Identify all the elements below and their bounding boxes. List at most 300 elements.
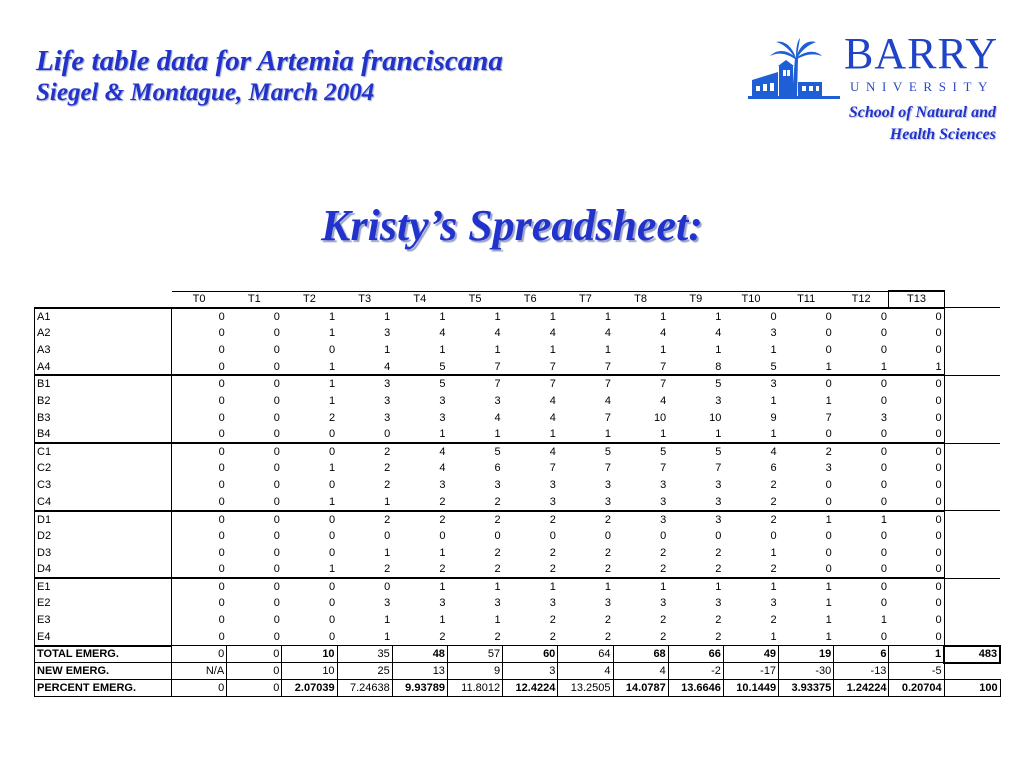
column-header: T2	[282, 291, 337, 308]
data-cell: 1	[384, 495, 391, 508]
palm-building-icon	[748, 36, 844, 100]
row-label: C4	[35, 494, 172, 511]
data-cell: 0	[889, 578, 944, 595]
empty-cell	[944, 426, 1000, 443]
table-header-row	[35, 291, 1001, 308]
column-header: T11	[779, 291, 834, 308]
summary-cell: 3	[503, 663, 558, 680]
summary-cell: 4	[613, 663, 668, 680]
data-cell: 0	[880, 462, 887, 475]
school-line-2: Health Sciences	[889, 126, 996, 143]
data-cell: 0	[273, 411, 280, 424]
data-cell: 0	[889, 544, 944, 561]
empty-cell	[944, 663, 1000, 680]
data-cell: 0	[328, 597, 336, 610]
data-cell: 7	[604, 411, 611, 424]
data-cell: 4	[549, 327, 556, 340]
data-cell: 3	[384, 597, 391, 610]
data-cell: 2	[715, 546, 722, 559]
data-cell: 0	[834, 375, 889, 392]
data-cell: 2	[549, 614, 556, 627]
data-cell: 0	[328, 529, 336, 542]
table-row	[35, 527, 1001, 544]
summary-cell: 0	[227, 663, 282, 680]
data-cell: 7	[503, 375, 558, 392]
data-cell: 3	[660, 597, 667, 610]
data-cell: 0	[889, 443, 944, 460]
empty-cell	[944, 494, 1000, 511]
title-block	[36, 44, 503, 108]
data-cell: 1	[384, 344, 391, 357]
data-cell: 1	[558, 308, 613, 325]
data-cell: 0	[172, 308, 227, 325]
data-cell: 2	[660, 631, 667, 643]
data-cell: 0	[172, 375, 227, 392]
summary-row	[35, 663, 1001, 680]
summary-cell: 0	[172, 646, 227, 663]
data-cell: 1	[770, 428, 777, 441]
data-cell: 7	[558, 375, 613, 392]
data-cell: 3	[715, 394, 722, 407]
data-cell: 6	[494, 462, 501, 475]
data-cell: 1	[392, 308, 447, 325]
life-table	[34, 290, 1001, 697]
data-cell: 1	[779, 511, 834, 528]
data-cell: 0	[218, 462, 225, 475]
data-cell: 0	[889, 460, 944, 477]
data-cell: 0	[880, 394, 887, 407]
data-cell: 0	[439, 529, 446, 542]
data-cell: 1	[392, 578, 447, 595]
summary-cell: -13	[834, 663, 889, 680]
data-cell: 3	[880, 411, 887, 424]
data-cell: 1	[825, 360, 832, 373]
data-cell: 0	[218, 428, 225, 441]
data-cell: 3	[604, 495, 611, 508]
data-cell: 9	[770, 411, 777, 424]
data-cell: 0	[549, 529, 556, 542]
data-cell: 4	[604, 394, 611, 407]
summary-cell: 7.24638	[337, 679, 392, 696]
data-cell: 10	[709, 411, 722, 424]
data-cell: 0	[273, 614, 280, 627]
summary-row	[35, 679, 1001, 696]
column-header: T3	[337, 291, 392, 308]
data-cell: 1	[880, 614, 887, 627]
data-cell: 2	[447, 511, 502, 528]
data-cell: 2	[549, 563, 556, 576]
data-cell: 1	[384, 614, 391, 627]
data-cell: 3	[384, 394, 391, 407]
row-label: B1	[35, 375, 172, 392]
empty-cell	[944, 325, 1000, 342]
row-label: E1	[35, 578, 172, 595]
data-cell: 0	[880, 495, 887, 508]
data-cell: 2	[558, 511, 613, 528]
data-cell: 2	[604, 631, 611, 643]
data-cell: 2	[494, 631, 501, 643]
data-cell: 0	[227, 308, 282, 325]
data-cell: 0	[825, 546, 832, 559]
university-logo	[748, 29, 1010, 102]
data-cell: 1	[328, 360, 336, 373]
data-cell: 0	[172, 443, 227, 460]
data-cell: 0	[889, 612, 944, 629]
table-row	[35, 342, 1001, 359]
data-cell: 6	[770, 462, 777, 475]
data-cell: 1	[328, 495, 336, 508]
data-cell: 1	[328, 394, 336, 407]
data-cell: 2	[604, 563, 611, 576]
data-cell: 0	[825, 495, 832, 508]
row-label: C2	[35, 460, 172, 477]
data-cell: 0	[889, 325, 944, 342]
table-row	[35, 494, 1001, 511]
data-cell: 0	[273, 360, 280, 373]
table-row	[35, 477, 1001, 494]
data-cell: 0	[889, 511, 944, 528]
data-cell: 1	[723, 578, 778, 595]
data-cell: 1	[549, 428, 556, 441]
summary-cell: 1	[889, 646, 944, 663]
data-cell: 3	[337, 375, 392, 392]
data-cell: 0	[273, 344, 280, 357]
data-cell: 2	[770, 614, 777, 627]
data-cell: 1	[447, 578, 502, 595]
data-cell: 0	[880, 597, 887, 610]
data-cell: 5	[668, 443, 723, 460]
data-cell: 1	[660, 428, 667, 441]
data-cell: 5	[613, 443, 668, 460]
data-cell: 2	[715, 614, 722, 627]
data-cell: 3	[439, 411, 446, 424]
data-cell: 5	[770, 360, 777, 373]
data-cell: 2	[337, 443, 392, 460]
table-row	[35, 595, 1001, 612]
data-cell: 2	[494, 563, 501, 576]
summary-cell: 10	[282, 663, 337, 680]
table-row	[35, 460, 1001, 477]
data-cell: 2	[384, 479, 391, 492]
data-cell: 2	[494, 546, 501, 559]
data-cell: 7	[613, 375, 668, 392]
data-cell: 1	[282, 375, 337, 392]
data-cell: 1	[613, 578, 668, 595]
data-cell: 3	[825, 462, 832, 475]
data-cell: 2	[715, 563, 722, 576]
empty-cell	[944, 612, 1000, 629]
summary-cell: 13.6646	[668, 679, 723, 696]
summary-label: TOTAL EMERG.	[35, 646, 172, 663]
data-cell: 1	[668, 578, 723, 595]
data-cell: 3	[660, 495, 667, 508]
data-cell: 2	[604, 614, 611, 627]
data-cell: 0	[218, 360, 225, 373]
data-cell: 3	[384, 327, 391, 340]
logo-university-text: UNIVERSITY	[850, 79, 994, 94]
data-cell: 3	[668, 511, 723, 528]
data-cell: 0	[715, 529, 722, 542]
data-cell: 1	[880, 360, 887, 373]
data-cell: 1	[889, 359, 944, 376]
data-cell: 3	[439, 479, 446, 492]
data-cell: 1	[825, 631, 832, 643]
data-cell: 1	[328, 327, 336, 340]
data-cell: 2	[660, 563, 667, 576]
data-cell: 1	[282, 308, 337, 325]
data-cell: 4	[392, 443, 447, 460]
data-cell: 0	[825, 563, 832, 576]
data-cell: 2	[328, 411, 336, 424]
data-cell: 0	[273, 529, 280, 542]
data-cell: 0	[273, 428, 280, 441]
data-cell: 1	[825, 597, 832, 610]
data-cell: 3	[494, 394, 501, 407]
table-row	[35, 359, 1001, 376]
row-label: C1	[35, 443, 172, 460]
data-cell: 0	[889, 426, 944, 443]
data-cell: 0	[282, 511, 337, 528]
empty-cell	[944, 308, 1000, 325]
data-cell: 0	[218, 631, 225, 643]
summary-cell: 1.24224	[834, 679, 889, 696]
data-cell: 0	[218, 563, 225, 576]
data-cell: 0	[172, 511, 227, 528]
data-cell: 1	[439, 614, 446, 627]
summary-cell: 10.1449	[723, 679, 778, 696]
data-cell: 0	[328, 479, 336, 492]
summary-total-cell: 100	[944, 679, 1000, 696]
data-cell: 4	[660, 394, 667, 407]
data-cell: 0	[889, 409, 944, 426]
data-cell: 3	[604, 479, 611, 492]
summary-label: PERCENT EMERG.	[35, 679, 172, 696]
data-cell: 1	[337, 308, 392, 325]
data-cell: 0	[825, 327, 832, 340]
data-cell: 1	[549, 344, 556, 357]
data-cell: 2	[549, 631, 556, 643]
data-cell: 7	[660, 360, 667, 373]
data-cell: 0	[779, 308, 834, 325]
data-cell: 1	[558, 578, 613, 595]
data-cell: 4	[715, 327, 722, 340]
data-cell: 3	[384, 411, 391, 424]
data-cell: 0	[282, 578, 337, 595]
summary-label: NEW EMERG.	[35, 663, 172, 680]
data-cell: 0	[328, 631, 336, 643]
data-cell: 1	[328, 563, 336, 576]
table-row	[35, 612, 1001, 629]
summary-cell: 68	[613, 646, 668, 663]
data-cell: 2	[384, 462, 391, 475]
column-header: T4	[392, 291, 447, 308]
data-cell: 0	[218, 597, 225, 610]
summary-cell: 14.0787	[613, 679, 668, 696]
data-cell: 2	[770, 563, 777, 576]
column-header: T6	[503, 291, 558, 308]
summary-cell: 9	[447, 663, 502, 680]
data-cell: 7	[715, 462, 722, 475]
table-row	[35, 511, 1001, 528]
data-cell: 0	[218, 411, 225, 424]
column-header: T7	[558, 291, 613, 308]
column-header: T10	[723, 291, 778, 308]
column-header: T0	[172, 291, 227, 308]
data-cell: 2	[723, 511, 778, 528]
data-cell: 0	[889, 494, 944, 511]
summary-cell: 4	[558, 663, 613, 680]
data-cell: 0	[880, 327, 887, 340]
empty-cell	[944, 629, 1000, 646]
data-cell: 3	[715, 597, 722, 610]
data-cell: 0	[889, 527, 944, 544]
data-cell: 0	[889, 392, 944, 409]
data-cell: 0	[218, 546, 225, 559]
data-cell: 0	[384, 428, 391, 441]
data-cell: 1	[328, 462, 336, 475]
empty-cell	[944, 511, 1000, 528]
data-cell: 7	[604, 360, 611, 373]
column-header: T9	[668, 291, 723, 308]
data-cell: 1	[503, 578, 558, 595]
data-cell: 3	[604, 597, 611, 610]
summary-cell: 11.8012	[447, 679, 502, 696]
data-cell: 2	[494, 495, 501, 508]
data-cell: 5	[439, 360, 446, 373]
summary-cell: 49	[723, 646, 778, 663]
data-cell: 0	[328, 344, 336, 357]
data-cell: 0	[889, 595, 944, 612]
empty-cell	[944, 392, 1000, 409]
summary-cell: 35	[337, 646, 392, 663]
data-cell: 1	[384, 631, 391, 643]
data-cell: 5	[447, 443, 502, 460]
data-cell: 0	[273, 495, 280, 508]
data-cell: 2	[337, 511, 392, 528]
summary-cell: 60	[503, 646, 558, 663]
school-line-1: School of Natural and	[848, 104, 996, 121]
summary-cell: 12.4224	[503, 679, 558, 696]
data-cell: 2	[660, 614, 667, 627]
data-cell: 0	[889, 477, 944, 494]
data-cell: 3	[715, 479, 722, 492]
data-cell: 1	[494, 428, 501, 441]
data-cell: 0	[227, 375, 282, 392]
data-cell: 3	[494, 479, 501, 492]
summary-cell: 2.07039	[282, 679, 337, 696]
table-row	[35, 443, 1001, 460]
data-cell: 0	[770, 529, 777, 542]
data-cell: 0	[273, 327, 280, 340]
empty-cell	[944, 409, 1000, 426]
school-name	[849, 102, 996, 146]
data-cell: 0	[218, 495, 225, 508]
data-cell: 0	[880, 546, 887, 559]
summary-cell: 66	[668, 646, 723, 663]
data-cell: 3	[494, 597, 501, 610]
data-cell: 0	[218, 327, 225, 340]
data-cell: 1	[834, 511, 889, 528]
data-cell: 7	[494, 360, 501, 373]
column-header: T5	[447, 291, 502, 308]
data-cell: 0	[273, 631, 280, 643]
data-cell: 4	[660, 327, 667, 340]
data-cell: 3	[613, 511, 668, 528]
summary-cell: 0	[227, 679, 282, 696]
data-cell: 0	[337, 578, 392, 595]
data-cell: 0	[880, 479, 887, 492]
data-cell: 0	[273, 462, 280, 475]
empty-cell	[944, 477, 1000, 494]
data-cell: 3	[770, 327, 777, 340]
data-cell: 0	[282, 443, 337, 460]
data-cell: 0	[889, 561, 944, 578]
data-cell: 4	[549, 411, 556, 424]
summary-cell: 0	[172, 679, 227, 696]
data-cell: 2	[384, 563, 391, 576]
summary-cell: 10	[282, 646, 337, 663]
row-label: E2	[35, 595, 172, 612]
row-label: A3	[35, 342, 172, 359]
row-label: A4	[35, 359, 172, 376]
data-cell: 4	[503, 443, 558, 460]
data-cell: 0	[218, 529, 225, 542]
table-row	[35, 308, 1001, 325]
data-cell: 2	[439, 495, 446, 508]
data-cell: 0	[834, 443, 889, 460]
data-cell: 2	[604, 546, 611, 559]
row-label: B4	[35, 426, 172, 443]
data-cell: 1	[770, 344, 777, 357]
data-cell: 0	[273, 479, 280, 492]
data-cell: 0	[834, 578, 889, 595]
data-cell: 1	[770, 631, 777, 643]
data-cell: 1	[494, 344, 501, 357]
column-header: T13	[889, 291, 944, 308]
table-row	[35, 629, 1001, 646]
data-cell: 5	[668, 375, 723, 392]
table-row	[35, 325, 1001, 342]
data-cell: 3	[715, 495, 722, 508]
row-label: C3	[35, 477, 172, 494]
data-cell: 1	[770, 394, 777, 407]
data-cell: 3	[723, 375, 778, 392]
data-cell: 2	[715, 631, 722, 643]
data-cell: 4	[604, 327, 611, 340]
data-cell: 0	[825, 428, 832, 441]
data-cell: 2	[779, 443, 834, 460]
data-cell: 2	[770, 495, 777, 508]
data-cell: 2	[549, 546, 556, 559]
summary-cell: N/A	[172, 663, 227, 680]
page-title: Life table data for Artemia franciscana	[36, 45, 503, 77]
data-cell: 3	[439, 394, 446, 407]
row-label: B3	[35, 409, 172, 426]
data-cell: 3	[549, 479, 556, 492]
data-cell: 1	[604, 344, 611, 357]
data-cell: 0	[172, 578, 227, 595]
data-cell: 0	[880, 428, 887, 441]
data-cell: 1	[779, 578, 834, 595]
summary-cell: 64	[558, 646, 613, 663]
data-cell: 0	[880, 631, 887, 643]
summary-cell: -17	[723, 663, 778, 680]
page-authors: Siegel & Montague, March 2004	[36, 79, 375, 106]
data-cell: 0	[227, 578, 282, 595]
summary-cell: -5	[889, 663, 944, 680]
data-cell: 0	[273, 546, 280, 559]
data-cell: 0	[218, 344, 225, 357]
